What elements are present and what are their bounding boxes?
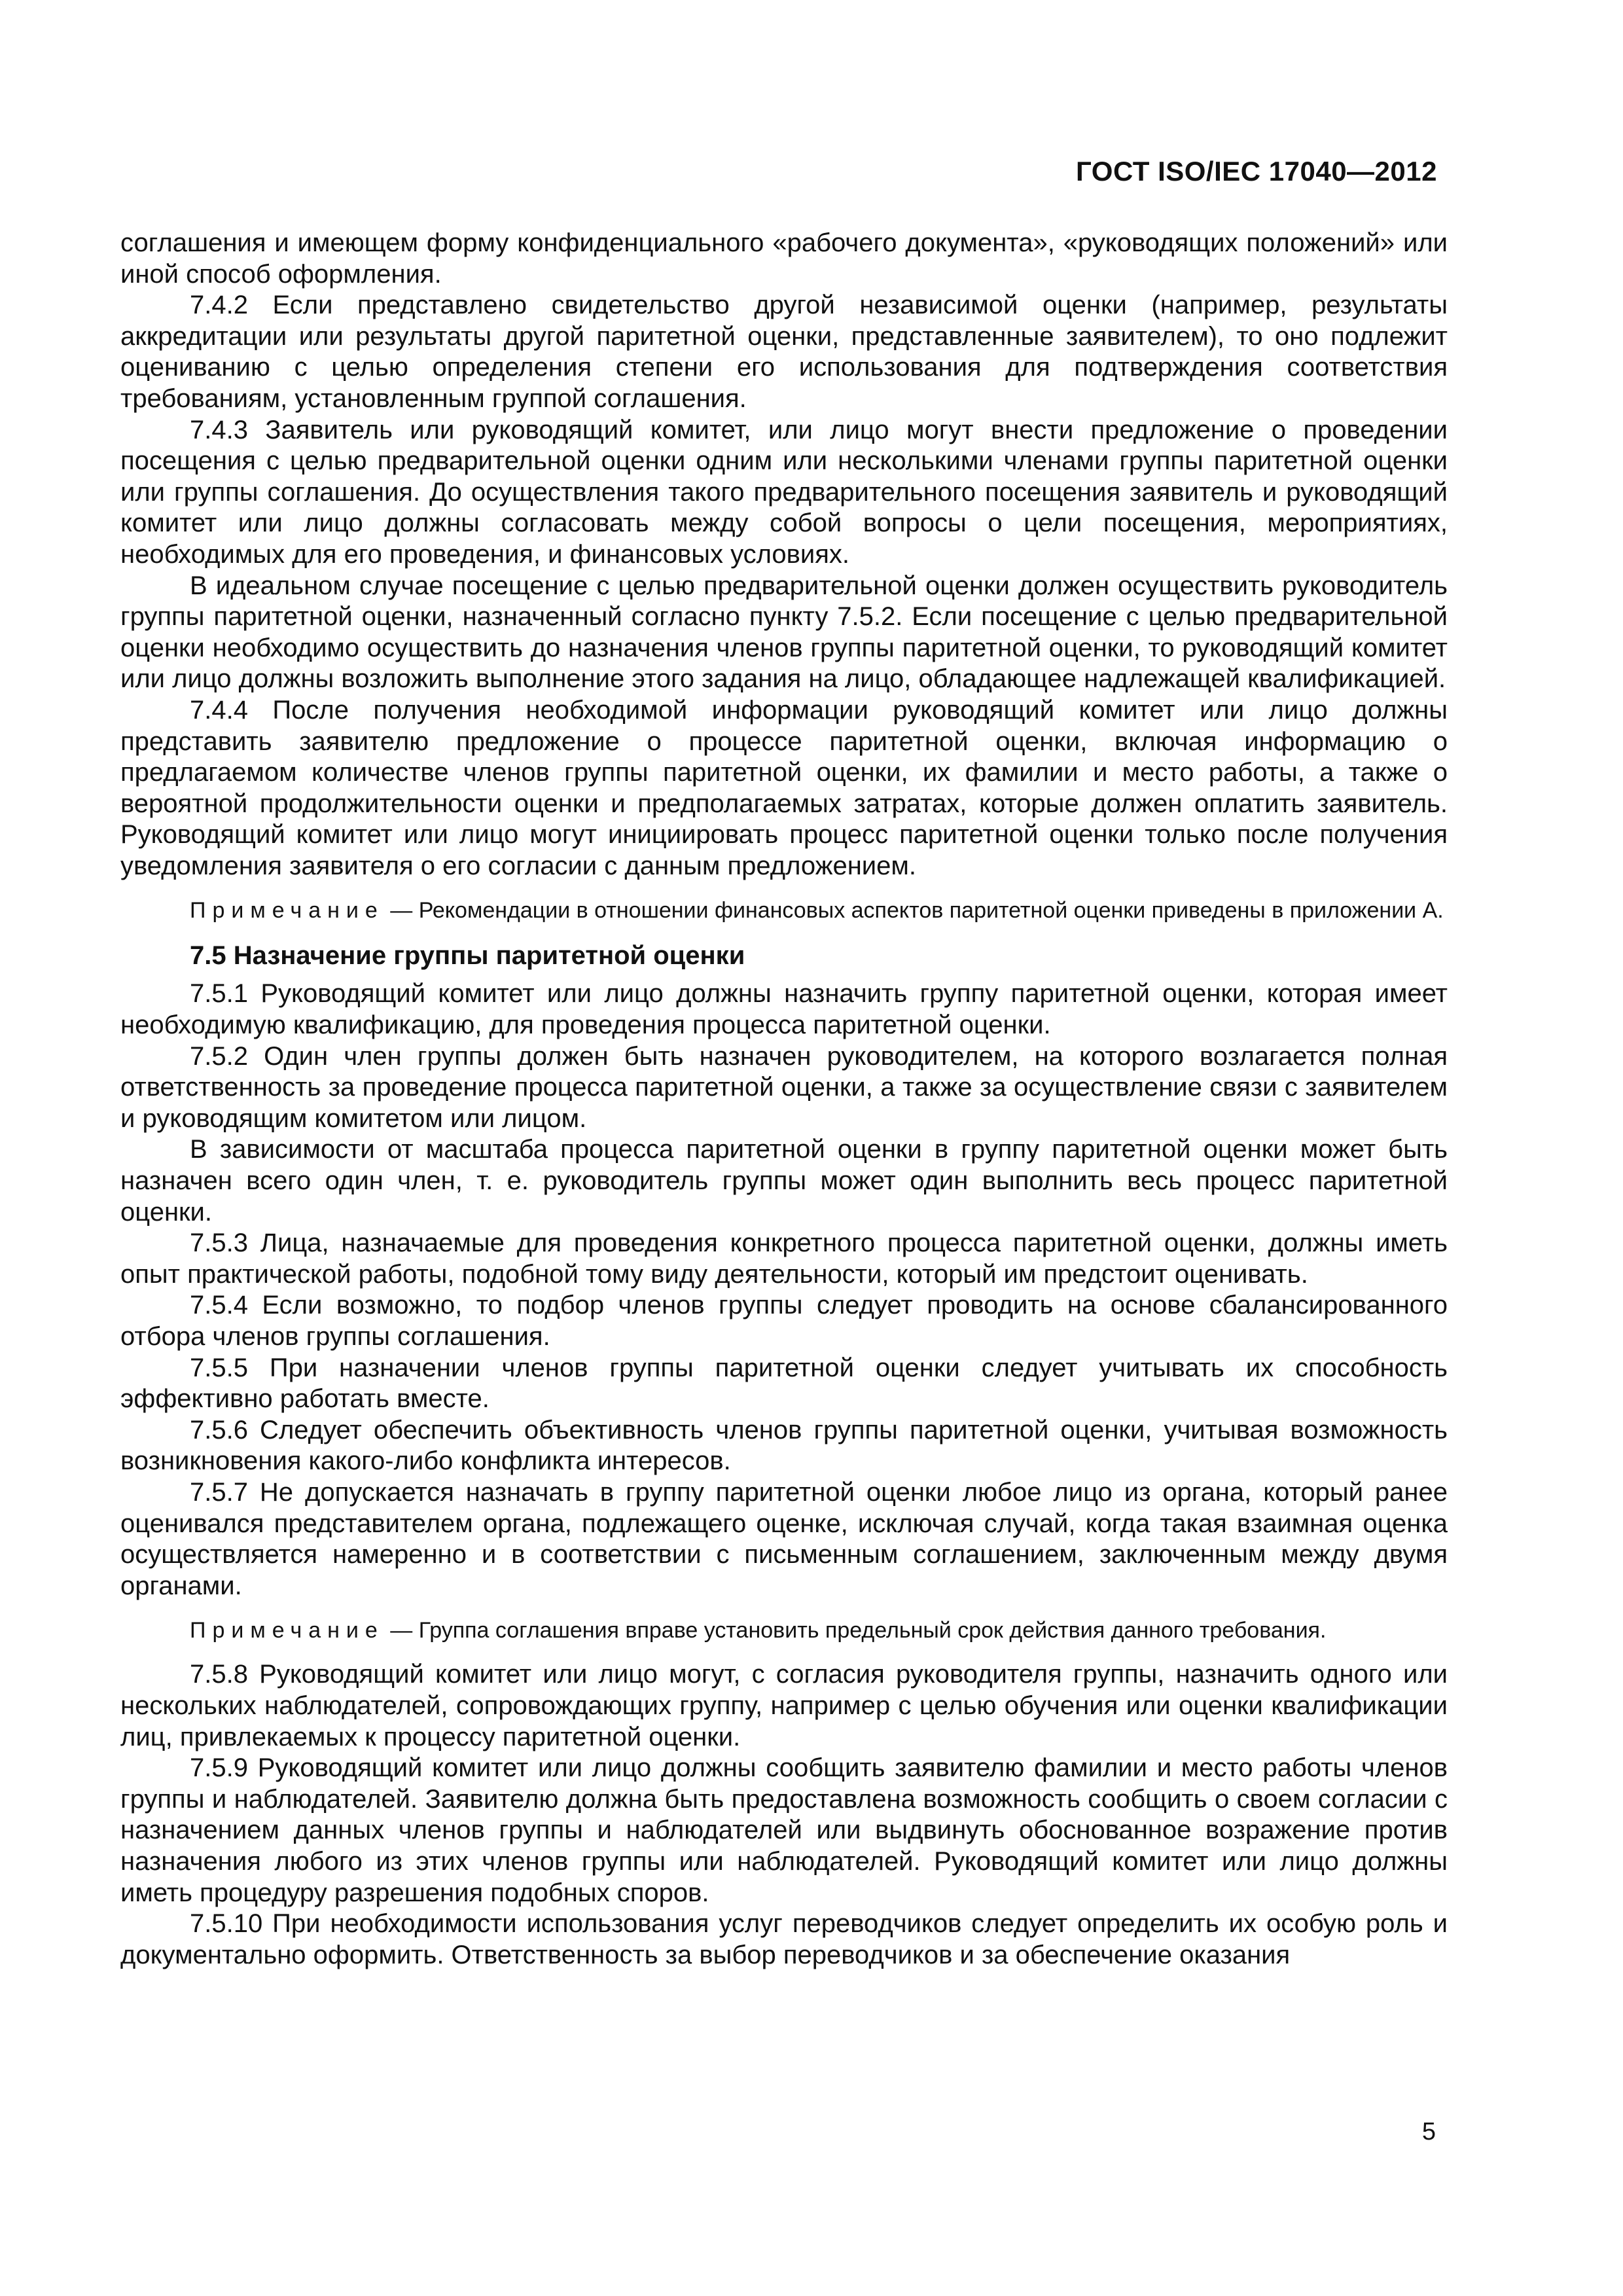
page-number: 5 — [1421, 2118, 1436, 2145]
document-code-header: ГОСТ ISO/IEC 17040—2012 — [1076, 156, 1437, 187]
paragraph-7-5-3: 7.5.3 Лица, назначаемые для проведения конкретного процесса паритетной оценки, должны иметь опыт практической работы, подобной тому виду деятельности, который им предстоит оценивать. — [120, 1229, 1448, 1289]
section-heading-7-5: 7.5 Назначение группы паритетной оценки — [190, 941, 745, 971]
note-label: Примечание — [190, 1618, 384, 1643]
paragraph-7-5-2: 7.5.2 Один член группы должен быть назначен руководителем, на которого возлагается полная ответственность за проведение процесса паритетной оценки, а также за осуществление связи с заявителем и руководящим комитетом или лицом. — [120, 1041, 1448, 1133]
note-financial-aspects — [120, 896, 1448, 925]
note-text: — Группа соглашения вправе установить предельный срок действия данного требования. — [383, 1618, 1327, 1643]
paragraph-7-5-1: 7.5.1 Руководящий комитет или лицо должны назначить группу паритетной оценки, которая имеет необходимую квалификацию, для проведения процесса паритетной оценки. — [120, 979, 1448, 1040]
paragraph-7-5-7: 7.5.7 Не допускается назначать в группу паритетной оценки любое лицо из органа, который ранее оценивался представителем органа, подлежащего оценке, исключая случай, когда такая взаимная оценка осуществляется намеренно и в соответствии с письменным соглашением, заключенным между двумя органами. — [120, 1477, 1448, 1600]
note-text: — Рекомендации в отношении финансовых аспектов паритетной оценки приведены в приложении А. — [383, 898, 1444, 924]
note-label: Примечание — [190, 898, 384, 924]
paragraph-7-4-2: 7.4.2 Если представлено свидетельство другой независимой оценки (например, результаты аккредитации или результаты другой паритетной оценки, представленные заявителем), то оно подлежит оцениванию с целью определения степени его использования для подтверждения соответствия требованиям, установленным группой соглашения. — [120, 291, 1448, 413]
paragraph-7-5-8: 7.5.8 Руководящий комитет или лицо могут, с согласия руководителя группы, назначить одного или нескольких наблюдателей, сопровождающих группу, например с целью обучения или оценки квалификации лиц, привлекаемых к процессу паритетной оценки. — [120, 1660, 1448, 1751]
paragraph-continuation: соглашения и имеющем форму конфиденциального «рабочего документа», «руководящих положений» или иной способ оформления. — [120, 228, 1448, 289]
document-body — [120, 228, 1448, 1971]
paragraph-7-5-9: 7.5.9 Руководящий комитет или лицо должны сообщить заявителю фамилии и место работы членов группы и наблюдателей. Заявителю должна быть предоставлена возможность сообщить о своем согласии с назначением данных членов группы и наблюдателей или выдвинуть обоснованное возражение против назначения любого из этих членов группы или наблюдателей. Руководящий комитет или лицо должны иметь процедуру разрешения подобных споров. — [120, 1753, 1448, 1907]
paragraph-7-5-5: 7.5.5 При назначении членов группы паритетной оценки следует учитывать их способность эффективно работать вместе. — [120, 1353, 1448, 1414]
paragraph-7-4-4: 7.4.4 После получения необходимой информации руководящий комитет или лицо должны представить заявителю предложение о процессе паритетной оценки, включая информацию о предлагаемом количестве членов группы паритетной оценки, их фамилии и место работы, а также о вероятной продолжительности оценки и предполагаемых затратах, которые должен оплатить заявитель. Руководящий комитет или лицо могут инициировать процесс паритетной оценки только после получения уведомления заявителя о его согласии с данным предложением. — [120, 695, 1448, 880]
paragraph-7-4-3: 7.4.3 Заявитель или руководящий комитет, или лицо могут внести предложение о проведении посещения с целью предварительной оценки одним или несколькими членами группы паритетной оценки или группы соглашения. До осуществления такого предварительного посещения заявитель и руководящий комитет или лицо должны согласовать между собой вопросы о цели посещения, мероприятиях, необходимых для его проведения, и финансовых условиях. — [120, 415, 1448, 569]
paragraph-7-5-6: 7.5.6 Следует обеспечить объективность членов группы паритетной оценки, учитывая возможность возникновения какого-либо конфликта интересов. — [120, 1415, 1448, 1476]
paragraph-7-5-4: 7.5.4 Если возможно, то подбор членов группы следует проводить на основе сбалансированного отбора членов группы соглашения. — [120, 1291, 1448, 1351]
paragraph-group-scale: В зависимости от масштаба процесса паритетной оценки в группу паритетной оценки может быть назначен всего один член, т. е. руководитель группы может один выполнить весь процесс паритетной оценки. — [120, 1135, 1448, 1227]
paragraph-preliminary-visit: В идеальном случае посещение с целью предварительной оценки должен осуществить руководитель группы паритетной оценки, назначенный согласно пункту 7.5.2. Если посещение с целью предварительной оценки необходимо осуществить до назначения членов группы паритетной оценки, то руководящий комитет или лицо должны возложить выполнение этого задания на лицо, обладающее надлежащей квалификацией. — [120, 571, 1448, 694]
note-time-limit — [120, 1616, 1448, 1645]
paragraph-7-5-10: 7.5.10 При необходимости использования услуг переводчиков следует определить их особую роль и документально оформить. Ответственность за выбор переводчиков и за обеспечение оказания — [120, 1909, 1448, 1969]
